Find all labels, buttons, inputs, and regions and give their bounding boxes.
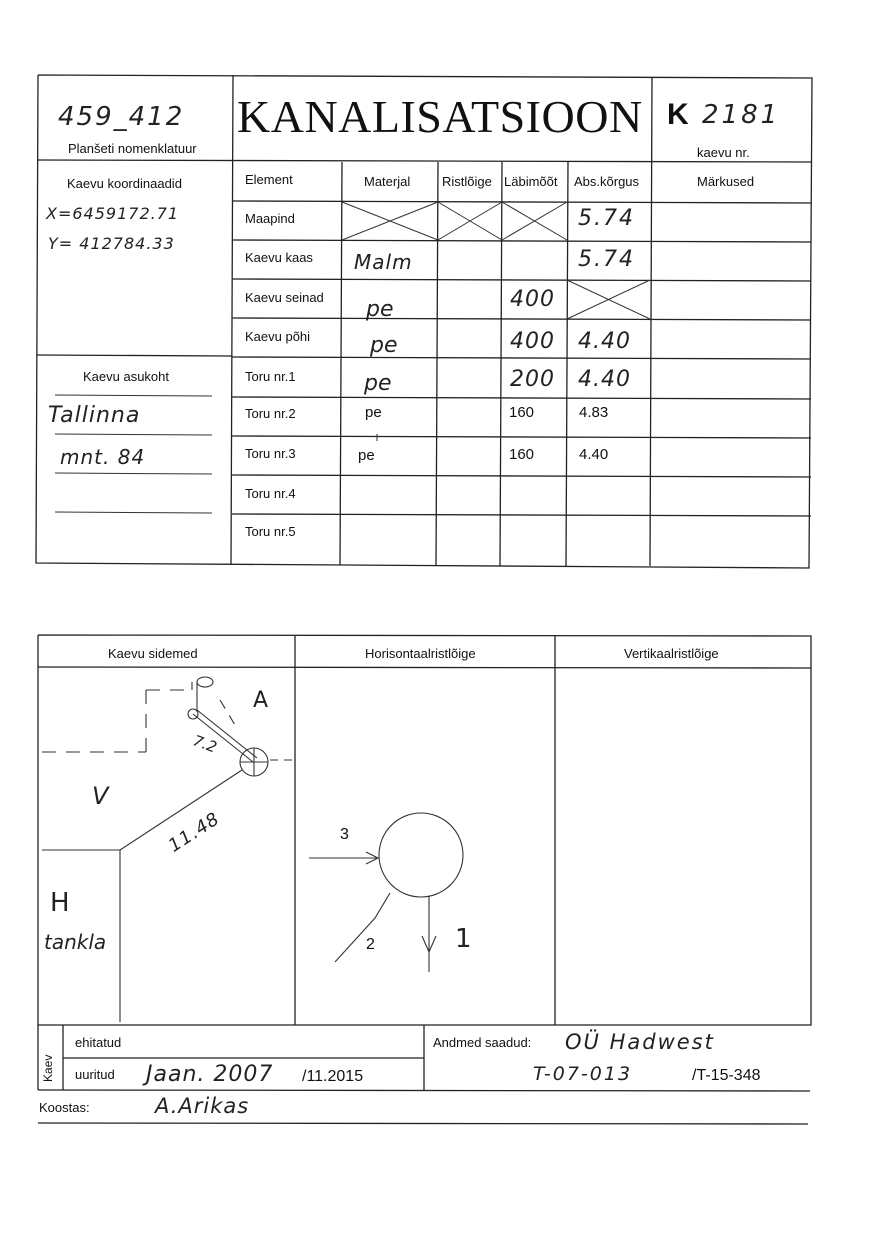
pipe-2-label: 2	[366, 936, 375, 953]
location-label: Kaevu asukoht	[83, 369, 170, 384]
sketch-label-h: H	[50, 888, 70, 918]
location-line-2: mnt. 84	[60, 445, 146, 469]
row-label: Maapind	[245, 211, 295, 226]
inspected-label: uuritud	[75, 1067, 115, 1082]
cell-korgus: 5.74	[578, 206, 635, 231]
coordinates-label: Kaevu koordinaadid	[67, 176, 182, 191]
col-header-materjal: Materjal	[364, 174, 411, 189]
compiled-value: A.Arikas	[155, 1094, 250, 1118]
cell-labimoot: 200	[510, 367, 555, 392]
cell-materjal: pe	[366, 297, 394, 322]
row-label: Toru nr.3	[245, 446, 296, 461]
cell-labimoot: 400	[510, 329, 555, 354]
row-label: Kaevu põhi	[245, 329, 311, 344]
pipe-3-label: 3	[340, 826, 349, 843]
col-header-markused: Märkused	[697, 174, 755, 189]
col-header-ristloige: Ristlõige	[442, 174, 492, 189]
cell-korgus: 4.40	[578, 367, 631, 392]
sketch-distance-1: 7.2	[190, 731, 220, 757]
page-title: KANALISATSIOON	[237, 91, 643, 142]
row-label: Toru nr.5	[245, 524, 296, 539]
sketch-label-a: A	[253, 688, 269, 713]
cell-korgus: 4.40	[578, 329, 631, 354]
cell-korgus: 5.74	[578, 247, 635, 272]
cell-labimoot: 160	[509, 446, 535, 463]
source-code-typed: /T-15-348	[692, 1067, 761, 1084]
inspected-value: Jaan. 2007	[146, 1062, 274, 1087]
well-prefix: K	[667, 98, 689, 131]
sketch-label-tankla: tankla	[44, 930, 107, 954]
cell-materjal: pe	[370, 333, 398, 358]
col-header-element: Element	[245, 172, 293, 187]
sketch-distance-2: 11.48	[164, 808, 224, 857]
row-label: Toru nr.2	[245, 406, 296, 421]
coordinate-x: X=6459172.71	[46, 204, 180, 223]
well-number-label: kaevu nr.	[697, 145, 750, 160]
row-label: Kaevu seinad	[245, 290, 324, 305]
coordinate-y: Y= 412784.33	[48, 234, 175, 253]
cell-materjal: pe	[364, 371, 392, 396]
cell-materjal: Malm	[354, 250, 413, 274]
col-header-abs-korgus: Abs.kõrgus	[574, 174, 640, 189]
cell-materjal: pe	[365, 404, 382, 421]
nomenclature-label: Planšeti nomenklatuur	[68, 141, 197, 156]
cell-korgus: 4.40	[579, 446, 609, 463]
row-label: Toru nr.4	[245, 486, 296, 501]
pipe-1-label: 1	[455, 924, 472, 954]
location-line-1: Tallinna	[48, 403, 141, 428]
col-header-labimoot: Läbimõõt	[504, 174, 558, 189]
cell-labimoot: 400	[510, 287, 555, 312]
inspected-typed: /11.2015	[302, 1068, 364, 1085]
source-code: T-07-013	[533, 1063, 633, 1085]
nomenclature-value: 459_412	[58, 102, 185, 132]
sketch-label-v: V	[92, 782, 109, 810]
source-value: OÜ Hadwest	[565, 1030, 715, 1054]
well-number: 2181	[702, 100, 781, 130]
built-label: ehitatud	[75, 1035, 122, 1050]
section-connections-label: Kaevu sidemed	[108, 646, 198, 661]
cell-materjal: pe	[358, 447, 375, 464]
section-vertical-label: Vertikaalristlõige	[624, 646, 719, 661]
cell-korgus: 4.83	[579, 404, 609, 421]
row-label: Kaevu kaas	[245, 250, 313, 265]
kaev-label: Kaev	[41, 1054, 55, 1082]
section-horizontal-label: Horisontaalristlõige	[365, 646, 476, 661]
compiled-label: Koostas:	[39, 1100, 90, 1115]
source-label: Andmed saadud:	[433, 1035, 532, 1050]
row-label: Toru nr.1	[245, 369, 296, 384]
cell-labimoot: 160	[509, 404, 535, 421]
